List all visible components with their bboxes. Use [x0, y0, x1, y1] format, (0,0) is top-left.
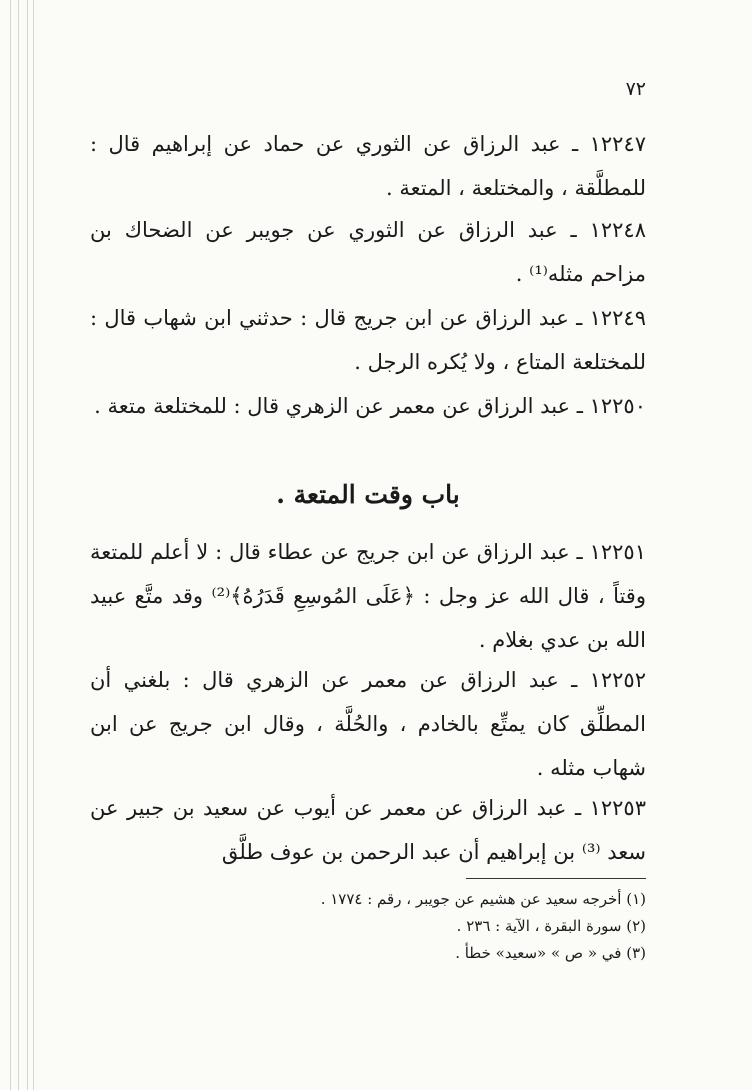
hadith-entry-12253: ١٢٢٥٣ ـ عبد الرزاق عن معمر عن أيوب عن سعيد بن جبير عن سعد ⁽³⁾ بن إبراهيم أن عبد الرحمن بن عوف طلَّق: [90, 796, 646, 864]
hadith-entry-12247: ١٢٢٤٧ ـ عبد الرزاق عن الثوري عن حماد عن إبراهيم قال : للمطلَّقة ، والمختلعة ، المتعة .: [90, 132, 647, 200]
hadith-entry-12251: ١٢٢٥١ ـ عبد الرزاق عن ابن جريج عن عطاء قال : لا أعلم للمتعة وقتاً ، قال الله عز وجل : ﴿عَلَى المُوسِعِ قَدَرُهُ﴾⁽²⁾ وقد متَّع عبيد الله بن عدي بغلام .: [90, 540, 646, 652]
hadith-entry-12249: ١٢٢٤٩ ـ عبد الرزاق عن ابن جريج قال : حدثني ابن شهاب قال : للمختلعة المتاع ، ولا يُكره الرجل .: [90, 306, 646, 374]
footnote-separator: [466, 878, 646, 879]
footnotes: [230, 886, 646, 967]
hadith-entry-12248: ١٢٢٤٨ ـ عبد الرزاق عن الثوري عن جويبر عن الضحاك بن مزاحم مثله⁽¹⁾ .: [90, 218, 646, 286]
chapter-title: باب وقت المتعة .: [276, 480, 460, 509]
page-number: ٧٢: [625, 78, 646, 100]
page-edge-lines: [0, 0, 40, 1090]
footnote-1: (١) أخرجه سعيد عن هشيم عن جويبر ، رقم : ١٧٧٤ .: [320, 890, 646, 908]
hadith-entry-12250: ١٢٢٥٠ ـ عبد الرزاق عن معمر عن الزهري قال : للمختلعة متعة .: [94, 394, 646, 418]
hadith-entry-12252: ١٢٢٥٢ ـ عبد الرزاق عن معمر عن الزهري قال : بلغني أن المطلِّق كان يمتِّع بالخادم ، والحُلَّة ، وقال ابن جريج عن ابن شهاب مثله .: [90, 668, 646, 780]
footnote-2: (٢) سورة البقرة ، الآية : ٢٣٦ .: [456, 917, 646, 935]
footnote-3: (٣) في « ص » «سعيد» خطأ .: [455, 944, 646, 962]
